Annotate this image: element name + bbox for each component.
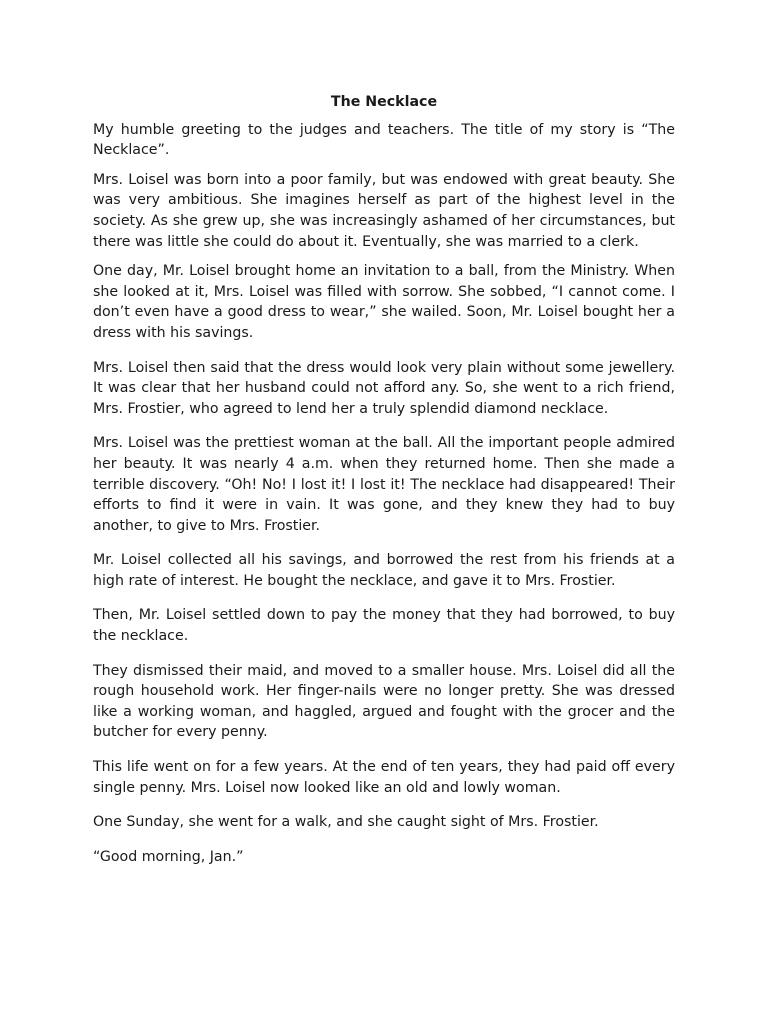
paragraph-invitation: One day, Mr. Loisel brought home an invitation to a ball, from the Ministry. When she looked at it, Mrs. Loisel was filled with sorrow. She sobbed, “I cannot come. I don’t even have a good dress to wear,” she wailed. Soon, Mr. Loisel bought her a dress with his savings. [93, 263, 675, 341]
paragraph-savings: Mr. Loisel collected all his savings, and borrowed the rest from his friends at a high rate of interest. He bought the necklace, and gave it to Mrs. Frostier. [93, 552, 675, 589]
paragraph-jewellery: Mrs. Loisel then said that the dress would look very plain without some jewellery. It was clear that her husband could not afford any. So, she went to a rich friend, Mrs. Frostier, who agreed to lend her a truly splendid diamond necklace. [93, 359, 675, 417]
paragraph-ten-years: This life went on for a few years. At the end of ten years, they had paid off every single penny. Mrs. Loisel now looked like an old and lowly woman. [93, 759, 675, 796]
paragraph-greeting-jan: “Good morning, Jan.” [93, 848, 244, 865]
document-page [93, 92, 675, 876]
document-title: The Necklace [330, 94, 438, 110]
paragraph-repayment: Then, Mr. Loisel settled down to pay the money that they had borrowed, to buy the necklace. [93, 607, 675, 645]
paragraph-hardship: They dismissed their maid, and moved to a smaller house. Mrs. Loisel did all the rough household work. Her finger-nails were no longer pretty. She was dressed like a working woman, and haggled, argued and fought with the grocer and the butcher for every penny. [93, 662, 675, 741]
paragraph-ball: Mrs. Loisel was the prettiest woman at the ball. All the important people admired her beauty. It was nearly 4 a.m. when they returned home. Then she made a terrible discovery. “Oh! No! I lost it! I lost it! The necklace had disappeared! Their efforts to find it were in vain. It was gone, and they knew they had to buy another, to give to Mrs. Frostier. [93, 435, 675, 534]
paragraph-background: Mrs. Loisel was born into a poor family, but was endowed with great beauty. She was very ambitious. She imagines herself as part of the highest level in the society. As she grew up, she was increasingly ashamed of her circumstances, but there was little she could do about it. Eventually, she was married to a clerk. [93, 171, 675, 250]
paragraph-greeting: My humble greeting to the judges and teachers. The title of my story is “The Necklace”. [93, 121, 675, 159]
paragraph-sunday-walk: One Sunday, she went for a walk, and she caught sight of Mrs. Frostier. [93, 814, 599, 831]
